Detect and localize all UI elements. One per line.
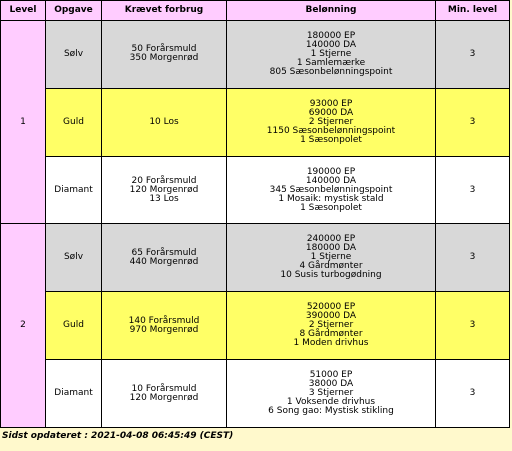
reward-line: 140000 DA (305, 175, 357, 186)
reward-cell (227, 21, 436, 89)
header-reward: Belønning (227, 1, 436, 21)
header-required: Krævet forbrug (102, 1, 227, 21)
header-level: Level (1, 1, 46, 21)
required-line: 50 Forårsmuld (131, 44, 197, 55)
reward-line: 390000 DA (305, 311, 357, 322)
reward-line: 69000 DA (308, 107, 354, 118)
reward-line: 1 Samlemærke (296, 57, 366, 68)
reward-line: 93000 EP (309, 98, 353, 109)
required-line: 20 Forårsmuld (131, 175, 197, 186)
required-cell (102, 88, 227, 156)
reward-line: 520000 EP (306, 302, 356, 313)
header-task: Opgave (46, 1, 102, 21)
required-cell (102, 360, 227, 428)
last-updated: Sidst opdateret : 2021-04-08 06:45:49 (CEST) (2, 431, 234, 441)
table-row (1, 156, 510, 224)
required-cell (102, 156, 227, 224)
reward-line: 1 Moden drivhus (293, 338, 369, 349)
reward-line: 6 Song gao: Mystisk stikling (268, 406, 394, 417)
reward-cell (227, 292, 436, 360)
task-cell: Diamant (46, 156, 102, 224)
required-line: 140 Forårsmuld (128, 315, 200, 326)
min-level-cell: 3 (436, 21, 510, 89)
header-row (1, 1, 510, 21)
min-level-cell: 3 (436, 360, 510, 428)
reward-line: 1 Stjerne (310, 252, 352, 263)
reward-line: 4 Gårdmønter (299, 261, 363, 272)
reward-line: 2 Stjerner (308, 320, 354, 331)
reward-line: 140000 DA (305, 39, 357, 50)
table-row (1, 292, 510, 360)
level-cell: 2 (1, 224, 46, 428)
reward-cell (227, 224, 436, 292)
reward-line: 1 Stjerne (310, 48, 352, 59)
required-cell (102, 292, 227, 360)
task-cell: Guld (46, 88, 102, 156)
reward-line: 3 Stjerner (308, 388, 354, 399)
min-level-cell: 3 (436, 224, 510, 292)
required-line: 13 Los (149, 193, 179, 204)
required-line: 120 Morgenrød (129, 184, 199, 195)
task-cell: Guld (46, 292, 102, 360)
table-row (1, 21, 510, 89)
required-line: 10 Forårsmuld (131, 383, 197, 394)
reward-cell (227, 88, 436, 156)
reward-line: 38000 DA (308, 379, 354, 390)
required-line: 350 Morgenrød (129, 53, 199, 64)
reward-line: 1 Voksende drivhus (286, 397, 376, 408)
reward-line: 8 Gårdmønter (299, 329, 363, 340)
required-line: 440 Morgenrød (129, 256, 199, 267)
reward-line: 51000 EP (309, 370, 353, 381)
reward-line: 1 Mosaik: mystisk stald (278, 193, 384, 204)
table-row (1, 360, 510, 428)
reward-cell (227, 156, 436, 224)
required-line: 970 Morgenrød (129, 324, 199, 335)
min-level-cell: 3 (436, 292, 510, 360)
required-line: 65 Forårsmuld (131, 247, 197, 258)
reward-line: 1 Sæsonpolet (300, 134, 362, 145)
reward-line: 190000 EP (306, 166, 356, 177)
reward-cell (227, 360, 436, 428)
reward-line: 240000 EP (306, 234, 356, 245)
reward-line: 345 Sæsonbelønningspoint (269, 184, 393, 195)
required-cell (102, 21, 227, 89)
reward-line: 180000 DA (305, 243, 357, 254)
min-level-cell: 3 (436, 88, 510, 156)
min-level-cell: 3 (436, 156, 510, 224)
task-cell: Diamant (46, 360, 102, 428)
table-row (1, 224, 510, 292)
required-line: 10 Los (149, 116, 179, 127)
required-cell (102, 224, 227, 292)
reward-line: 2 Stjerner (308, 116, 354, 127)
header-min-level: Min. level (436, 1, 510, 21)
reward-line: 1150 Sæsonbelønningspoint (266, 125, 396, 136)
reward-line: 805 Sæsonbelønningspoint (269, 66, 393, 77)
reward-line: 180000 EP (306, 30, 356, 41)
reward-line: 10 Susis turbogødning (280, 270, 382, 281)
task-cell: Sølv (46, 224, 102, 292)
required-line: 120 Morgenrød (129, 392, 199, 403)
table-row (1, 88, 510, 156)
table-body (1, 21, 510, 428)
level-cell: 1 (1, 21, 46, 224)
reward-line: 1 Sæsonpolet (300, 202, 362, 213)
task-cell: Sølv (46, 21, 102, 89)
